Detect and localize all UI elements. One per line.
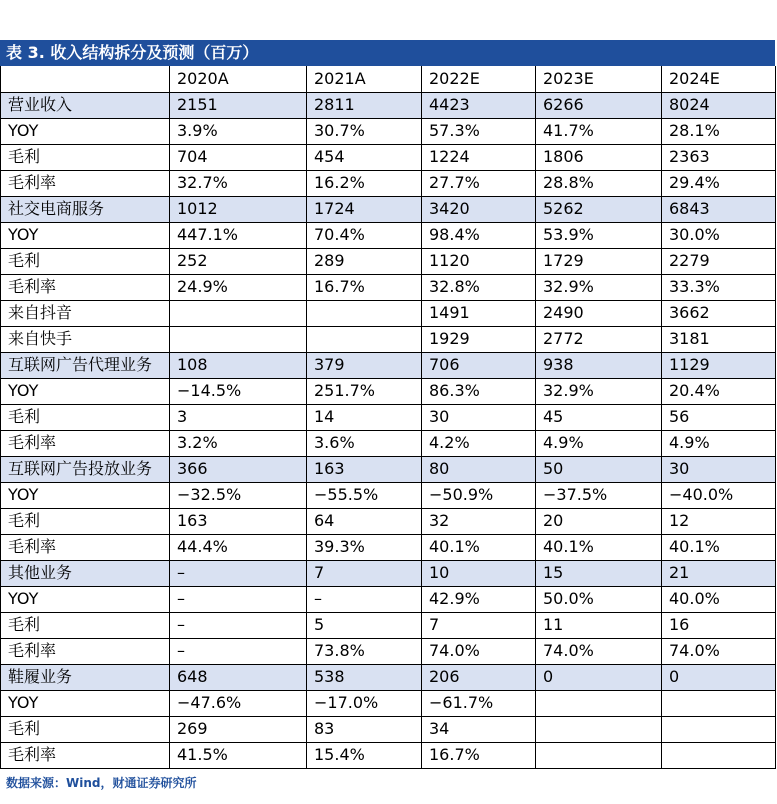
table-cell: 366 <box>170 456 307 482</box>
table-cell: 74.0% <box>662 638 776 664</box>
row-label: 营业收入 <box>1 92 170 118</box>
table-cell: 15.4% <box>307 742 422 768</box>
table-row <box>1 690 776 716</box>
table-cell: – <box>170 586 307 612</box>
table-row <box>1 196 776 222</box>
table-cell: 6843 <box>662 196 776 222</box>
table-row <box>1 534 776 560</box>
row-label: 毛利 <box>1 144 170 170</box>
table-cell: – <box>307 586 422 612</box>
row-label: 来自快手 <box>1 326 170 352</box>
table-cell: −32.5% <box>170 482 307 508</box>
table-cell: 6266 <box>536 92 662 118</box>
table-cell: – <box>170 612 307 638</box>
table-cell: 5 <box>307 612 422 638</box>
table-cell: 379 <box>307 352 422 378</box>
table-row <box>1 170 776 196</box>
table-cell: 4.2% <box>422 430 536 456</box>
table-cell <box>536 690 662 716</box>
table-cell: 12 <box>662 508 776 534</box>
table-cell: 64 <box>307 508 422 534</box>
table-row <box>1 482 776 508</box>
row-label: 毛利率 <box>1 274 170 300</box>
table-row <box>1 118 776 144</box>
table-cell: 42.9% <box>422 586 536 612</box>
table-cell: 108 <box>170 352 307 378</box>
revenue-breakdown-table <box>0 66 776 769</box>
table-cell: 163 <box>307 456 422 482</box>
table-row <box>1 664 776 690</box>
table-cell: 3662 <box>662 300 776 326</box>
row-label: 毛利率 <box>1 638 170 664</box>
row-label: 毛利率 <box>1 170 170 196</box>
row-label: 其他业务 <box>1 560 170 586</box>
header-cell-year: 2022E <box>422 66 536 92</box>
row-label: 毛利 <box>1 612 170 638</box>
row-label: 互联网广告代理业务 <box>1 352 170 378</box>
table-cell: 0 <box>536 664 662 690</box>
table-cell: 32.9% <box>536 378 662 404</box>
row-label: 鞋履业务 <box>1 664 170 690</box>
table-cell: 28.1% <box>662 118 776 144</box>
table-cell: 21 <box>662 560 776 586</box>
row-label: 毛利 <box>1 248 170 274</box>
table-cell: 1729 <box>536 248 662 274</box>
table-cell: 98.4% <box>422 222 536 248</box>
header-row <box>1 66 776 92</box>
row-label: 毛利率 <box>1 430 170 456</box>
table-row <box>1 92 776 118</box>
table-cell: −40.0% <box>662 482 776 508</box>
row-label: YOY <box>1 482 170 508</box>
header-cell-year: 2020A <box>170 66 307 92</box>
table-cell: 648 <box>170 664 307 690</box>
row-label: 社交电商服务 <box>1 196 170 222</box>
table-cell: 40.1% <box>662 534 776 560</box>
table-cell: 53.9% <box>536 222 662 248</box>
table-cell: 40.1% <box>422 534 536 560</box>
table-cell: 454 <box>307 144 422 170</box>
table-cell: 163 <box>170 508 307 534</box>
table-cell: 10 <box>422 560 536 586</box>
table-cell: −17.0% <box>307 690 422 716</box>
table-cell: 74.0% <box>422 638 536 664</box>
table-cell: 2363 <box>662 144 776 170</box>
table-row <box>1 638 776 664</box>
table-cell <box>307 326 422 352</box>
table-cell: 4.9% <box>662 430 776 456</box>
table-cell <box>662 690 776 716</box>
table-cell <box>170 300 307 326</box>
table-cell <box>662 742 776 768</box>
table-cell: −14.5% <box>170 378 307 404</box>
row-label: YOY <box>1 690 170 716</box>
table-cell <box>536 716 662 742</box>
table-cell: 7 <box>422 612 536 638</box>
table-cell: 20.4% <box>662 378 776 404</box>
header-cell-label <box>1 66 170 92</box>
table-cell: 1012 <box>170 196 307 222</box>
table-cell: 11 <box>536 612 662 638</box>
table-row <box>1 716 776 742</box>
table-cell <box>307 300 422 326</box>
table-cell: 56 <box>662 404 776 430</box>
table-row <box>1 248 776 274</box>
table-cell: 0 <box>662 664 776 690</box>
table-cell: 45 <box>536 404 662 430</box>
table-row <box>1 326 776 352</box>
table-cell: 15 <box>536 560 662 586</box>
table-cell: 74.0% <box>536 638 662 664</box>
table-row <box>1 144 776 170</box>
table-cell: 28.8% <box>536 170 662 196</box>
table-cell: 938 <box>536 352 662 378</box>
table-cell: −55.5% <box>307 482 422 508</box>
table-cell: 73.8% <box>307 638 422 664</box>
table-cell: 3181 <box>662 326 776 352</box>
table-cell: 252 <box>170 248 307 274</box>
table-cell: 70.4% <box>307 222 422 248</box>
table-cell: 3420 <box>422 196 536 222</box>
table-cell: 41.5% <box>170 742 307 768</box>
table-cell <box>536 742 662 768</box>
table-cell: 32 <box>422 508 536 534</box>
table-cell: 30.0% <box>662 222 776 248</box>
table-cell: 40.1% <box>536 534 662 560</box>
table-cell: 704 <box>170 144 307 170</box>
row-label: 互联网广告投放业务 <box>1 456 170 482</box>
table-cell: 14 <box>307 404 422 430</box>
table-cell: 50.0% <box>536 586 662 612</box>
source-note: 数据来源：Wind，财通证券研究所 <box>6 776 197 790</box>
table-cell <box>662 716 776 742</box>
table-cell: 1120 <box>422 248 536 274</box>
table-row <box>1 508 776 534</box>
table-cell: 3.6% <box>307 430 422 456</box>
table-cell: 32.8% <box>422 274 536 300</box>
table-title: 表 3. 收入结构拆分及预测（百万） <box>0 40 775 66</box>
table-row <box>1 456 776 482</box>
table-row <box>1 560 776 586</box>
table-cell: 1724 <box>307 196 422 222</box>
table-cell: 16.7% <box>307 274 422 300</box>
row-label: YOY <box>1 222 170 248</box>
header-cell-year: 2024E <box>662 66 776 92</box>
table-cell: 1491 <box>422 300 536 326</box>
table-cell: 8024 <box>662 92 776 118</box>
table-cell: 50 <box>536 456 662 482</box>
table-cell: 5262 <box>536 196 662 222</box>
header-cell-year: 2021A <box>307 66 422 92</box>
table-cell: 1929 <box>422 326 536 352</box>
row-label: YOY <box>1 378 170 404</box>
table-cell: −61.7% <box>422 690 536 716</box>
table-cell: 16.2% <box>307 170 422 196</box>
table-cell: −50.9% <box>422 482 536 508</box>
table-cell: 4.9% <box>536 430 662 456</box>
table-cell: 80 <box>422 456 536 482</box>
table-cell: – <box>170 638 307 664</box>
table-cell: 44.4% <box>170 534 307 560</box>
table-cell: – <box>170 560 307 586</box>
table-cell: 34 <box>422 716 536 742</box>
table-row <box>1 742 776 768</box>
table-cell: 1806 <box>536 144 662 170</box>
table-cell: 4423 <box>422 92 536 118</box>
table-cell: 57.3% <box>422 118 536 144</box>
table-row <box>1 404 776 430</box>
table-row <box>1 300 776 326</box>
table-cell: 30 <box>422 404 536 430</box>
row-label: 毛利 <box>1 716 170 742</box>
table-row <box>1 586 776 612</box>
table-cell: 706 <box>422 352 536 378</box>
table-cell: −37.5% <box>536 482 662 508</box>
table-cell: 2151 <box>170 92 307 118</box>
table-cell: 30 <box>662 456 776 482</box>
table-row <box>1 352 776 378</box>
table-cell: 2811 <box>307 92 422 118</box>
table-cell: 1224 <box>422 144 536 170</box>
row-label: 毛利 <box>1 508 170 534</box>
table-row <box>1 378 776 404</box>
table-cell: 3.9% <box>170 118 307 144</box>
table-cell: −47.6% <box>170 690 307 716</box>
row-label: 毛利 <box>1 404 170 430</box>
table-cell: 269 <box>170 716 307 742</box>
table-cell: 16 <box>662 612 776 638</box>
table-row <box>1 612 776 638</box>
table-cell: 86.3% <box>422 378 536 404</box>
table-cell: 206 <box>422 664 536 690</box>
table-row <box>1 274 776 300</box>
table-cell: 3.2% <box>170 430 307 456</box>
row-label: YOY <box>1 118 170 144</box>
table-cell: 41.7% <box>536 118 662 144</box>
table-row <box>1 222 776 248</box>
table-cell: 30.7% <box>307 118 422 144</box>
table-cell: 1129 <box>662 352 776 378</box>
table-cell: 29.4% <box>662 170 776 196</box>
row-label: 毛利率 <box>1 742 170 768</box>
header-cell-year: 2023E <box>536 66 662 92</box>
table-cell: 2772 <box>536 326 662 352</box>
table-cell: 251.7% <box>307 378 422 404</box>
table-cell: 33.3% <box>662 274 776 300</box>
row-label: 来自抖音 <box>1 300 170 326</box>
table-cell: 2490 <box>536 300 662 326</box>
table-cell: 40.0% <box>662 586 776 612</box>
table-row <box>1 430 776 456</box>
row-label: 毛利率 <box>1 534 170 560</box>
table-cell: 538 <box>307 664 422 690</box>
table-cell: 32.7% <box>170 170 307 196</box>
table-cell: 7 <box>307 560 422 586</box>
table-cell <box>170 326 307 352</box>
table-cell: 20 <box>536 508 662 534</box>
table-cell: 24.9% <box>170 274 307 300</box>
table-cell: 2279 <box>662 248 776 274</box>
table-cell: 32.9% <box>536 274 662 300</box>
table-cell: 3 <box>170 404 307 430</box>
table-cell: 27.7% <box>422 170 536 196</box>
row-label: YOY <box>1 586 170 612</box>
table-cell: 16.7% <box>422 742 536 768</box>
table-cell: 289 <box>307 248 422 274</box>
table-cell: 83 <box>307 716 422 742</box>
table-cell: 447.1% <box>170 222 307 248</box>
table-cell: 39.3% <box>307 534 422 560</box>
